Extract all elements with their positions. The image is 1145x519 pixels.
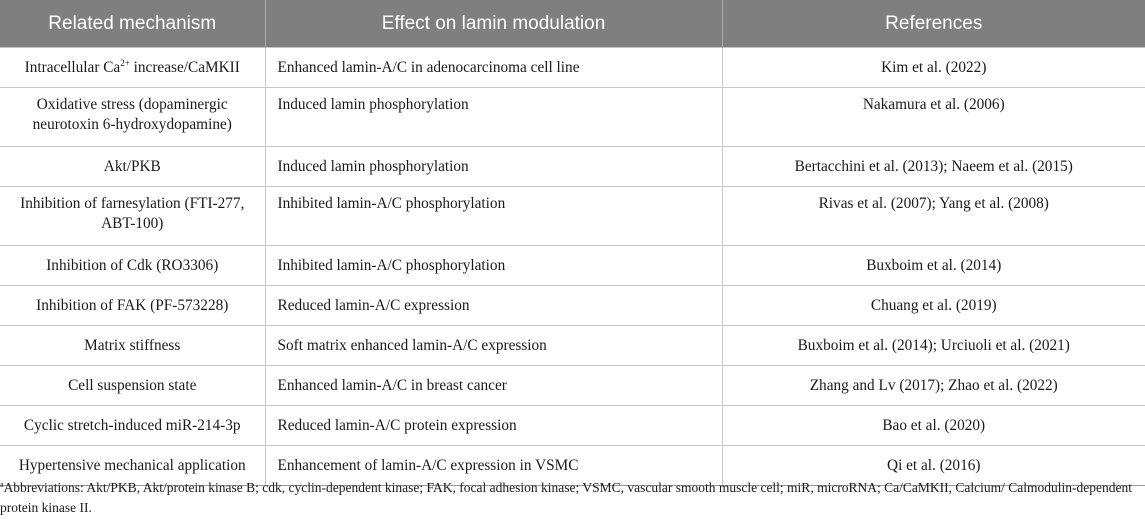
table-row bbox=[0, 147, 1145, 187]
mechanism-cell: Intracellular $Ca^{2+}$ increase/CaMKII bbox=[0, 48, 265, 88]
reference-cell: Kim et al. (2022) bbox=[722, 48, 1145, 88]
effect-cell: Inhibited lamin-A/C phosphorylation bbox=[265, 187, 722, 246]
mechanism-cell: Inhibition of Cdk (RO3306) bbox=[0, 246, 265, 286]
table-row bbox=[0, 187, 1145, 246]
effect-cell: Soft matrix enhanced lamin-A/C expression bbox=[265, 326, 722, 366]
footnote-marker: a bbox=[0, 480, 4, 489]
reference-cell: Qi et al. (2016) bbox=[722, 446, 1145, 486]
table-row bbox=[0, 246, 1145, 286]
effect-cell: Enhanced lamin-A/C in adenocarcinoma cell line bbox=[265, 48, 722, 88]
effect-cell: Enhanced lamin-A/C in breast cancer bbox=[265, 366, 722, 406]
reference-cell: Bertacchini et al. (2013); Naeem et al. (2015) bbox=[722, 147, 1145, 187]
footnote-text: Abbreviations: Akt/PKB, Akt/protein kinase B; cdk, cyclin-dependent kinase; FAK, focal adhesion kinase; VSMC, vascular smooth muscle cell; miR, microRNA; Ca/CaMKII, Calcium/ Calmodulin-dependent protein kinase II. bbox=[0, 480, 1133, 515]
reference-cell: Rivas et al. (2007); Yang et al. (2008) bbox=[722, 187, 1145, 246]
table-row bbox=[0, 286, 1145, 326]
effect-cell: Reduced lamin-A/C protein expression bbox=[265, 406, 722, 446]
table-row bbox=[0, 326, 1145, 366]
effect-cell: Reduced lamin-A/C expression bbox=[265, 286, 722, 326]
header-effect: Effect on lamin modulation bbox=[265, 0, 722, 48]
header-references: References bbox=[722, 0, 1145, 48]
reference-cell: Buxboim et al. (2014) bbox=[722, 246, 1145, 286]
reference-cell: Bao et al. (2020) bbox=[722, 406, 1145, 446]
mechanism-cell: Cell suspension state bbox=[0, 366, 265, 406]
mechanism-cell: Matrix stiffness bbox=[0, 326, 265, 366]
table-row bbox=[0, 366, 1145, 406]
effect-cell: Enhancement of lamin-A/C expression in VSMC bbox=[265, 446, 722, 486]
table-row bbox=[0, 406, 1145, 446]
mechanism-cell: Akt/PKB bbox=[0, 147, 265, 187]
reference-cell: Chuang et al. (2019) bbox=[722, 286, 1145, 326]
mechanism-cell: Inhibition of FAK (PF-573228) bbox=[0, 286, 265, 326]
header-row bbox=[0, 0, 1145, 48]
reference-cell: Nakamura et al. (2006) bbox=[722, 88, 1145, 147]
effect-cell: Induced lamin phosphorylation bbox=[265, 147, 722, 187]
effect-cell: Inhibited lamin-A/C phosphorylation bbox=[265, 246, 722, 286]
reference-cell: Zhang and Lv (2017); Zhao et al. (2022) bbox=[722, 366, 1145, 406]
reference-cell: Buxboim et al. (2014); Urciuoli et al. (2021) bbox=[722, 326, 1145, 366]
mechanism-cell: Hypertensive mechanical application bbox=[0, 446, 265, 486]
mechanism-cell: Inhibition of farnesylation (FTI-277, ABT-100) bbox=[0, 187, 265, 246]
mechanism-cell: Cyclic stretch-induced miR-214-3p bbox=[0, 406, 265, 446]
table-footnote bbox=[0, 478, 1140, 518]
mechanism-cell: Oxidative stress (dopaminergic neurotoxin 6-hydroxydopamine) bbox=[0, 88, 265, 147]
header-mechanism: Related mechanism bbox=[0, 0, 265, 48]
table-row bbox=[0, 48, 1145, 88]
effect-cell: Induced lamin phosphorylation bbox=[265, 88, 722, 147]
table-row bbox=[0, 88, 1145, 147]
